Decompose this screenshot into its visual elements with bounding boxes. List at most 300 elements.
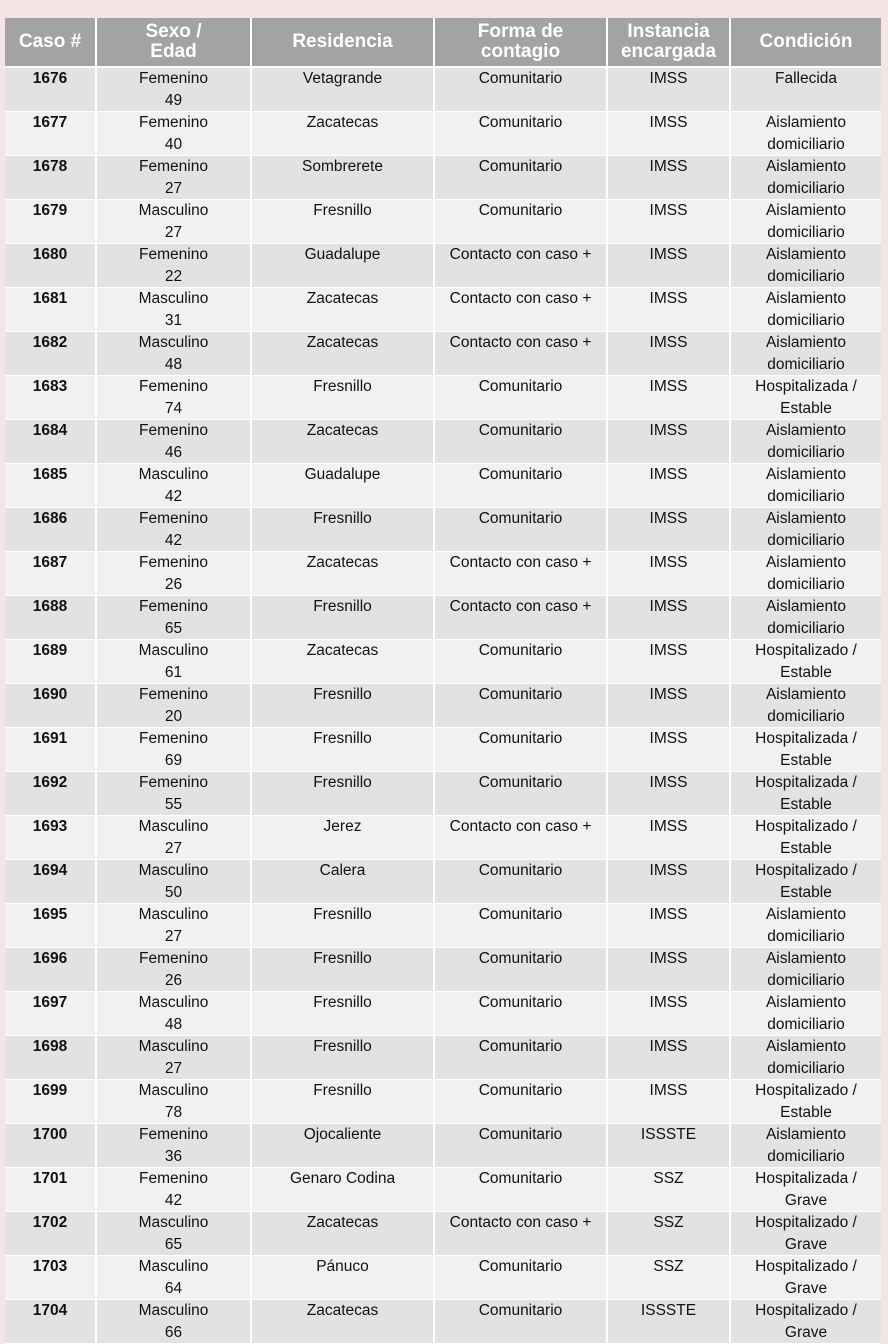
condition-cell-text: Hospitalizado /: [755, 1082, 857, 1099]
residence-cell-text: Zacatecas: [306, 554, 379, 571]
condition-cell-text: domiciliario: [767, 487, 845, 505]
residence-cell-text: Fresnillo: [313, 906, 372, 923]
institution-cell-text: IMSS: [649, 70, 688, 87]
institution-cell-text: IMSS: [649, 114, 688, 131]
sex-age-cell-text: 74: [164, 399, 183, 417]
case-number-cell: [5, 1212, 96, 1256]
sex-age-cell-text: 48: [164, 355, 183, 373]
institution-cell: [607, 420, 730, 464]
case-number-cell: [5, 1168, 96, 1212]
condition-cell-text: Aislamiento: [765, 994, 847, 1011]
institution-cell: [607, 948, 730, 992]
sex-age-cell-text: 27: [164, 927, 183, 945]
header-line: Edad: [150, 41, 197, 62]
contagion-cell: [434, 1124, 607, 1168]
institution-cell: [607, 508, 730, 552]
table-row: [5, 1256, 881, 1300]
contagion-cell-text: Comunitario: [478, 862, 563, 879]
institution-cell: [607, 904, 730, 948]
contagion-cell-text: Comunitario: [478, 114, 563, 131]
table-row: [5, 156, 881, 200]
header-instancia: [607, 18, 730, 67]
condition-cell: [730, 244, 881, 288]
condition-cell-text: domiciliario: [767, 443, 845, 461]
residence-cell: [251, 332, 434, 376]
contagion-cell: [434, 772, 607, 816]
header-line: Forma de: [477, 21, 564, 42]
condition-cell: [730, 684, 881, 728]
residence-cell: [251, 860, 434, 904]
case-number-cell: [5, 464, 96, 508]
sex-age-cell-text: 20: [164, 707, 183, 725]
institution-cell-text: IMSS: [649, 774, 688, 791]
contagion-cell: [434, 332, 607, 376]
institution-cell-text: ISSSTE: [640, 1126, 697, 1143]
case-number-cell-text: 1687: [32, 554, 68, 571]
sex-age-cell-text: Masculino: [138, 642, 209, 659]
condition-cell-text: Hospitalizada /: [755, 730, 857, 747]
sex-age-cell-text: Femenino: [139, 950, 208, 967]
sex-age-cell-text: 49: [164, 91, 183, 109]
table-row: [5, 684, 881, 728]
institution-cell: [607, 464, 730, 508]
institution-cell-text: IMSS: [649, 334, 688, 351]
condition-cell-text: Grave: [784, 1191, 828, 1209]
sex-age-cell-text: 27: [164, 223, 183, 241]
condition-cell: [730, 1124, 881, 1168]
contagion-cell-text: Contacto con caso +: [449, 598, 592, 615]
condition-cell-text: Hospitalizada /: [755, 774, 857, 791]
case-number-cell-text: 1695: [32, 906, 68, 923]
institution-cell: [607, 816, 730, 860]
table-row: [5, 1036, 881, 1080]
contagion-cell: [434, 288, 607, 332]
contagion-cell: [434, 596, 607, 640]
case-number-cell: [5, 816, 96, 860]
table-row: [5, 1168, 881, 1212]
sex-age-cell-text: Femenino: [139, 422, 208, 439]
institution-cell-text: IMSS: [649, 862, 688, 879]
institution-cell: [607, 684, 730, 728]
residence-cell-text: Zacatecas: [306, 422, 379, 439]
sex-age-cell-text: Masculino: [138, 906, 209, 923]
condition-cell: [730, 67, 881, 112]
case-number-cell: [5, 640, 96, 684]
condition-cell-text: domiciliario: [767, 267, 845, 285]
sex-age-cell-text: Masculino: [138, 334, 209, 351]
institution-cell-text: IMSS: [649, 950, 688, 967]
contagion-cell-text: Comunitario: [478, 158, 563, 175]
contagion-cell: [434, 376, 607, 420]
header-line: contagio: [480, 41, 561, 62]
sex-age-cell-text: 22: [164, 267, 183, 285]
case-number-cell-text: 1678: [32, 158, 68, 175]
sex-age-cell-text: Femenino: [139, 246, 208, 263]
condition-cell-text: domiciliario: [767, 1059, 845, 1077]
condition-cell: [730, 332, 881, 376]
condition-cell-text: domiciliario: [767, 179, 845, 197]
sex-age-cell: [96, 156, 251, 200]
sex-age-cell-text: Femenino: [139, 158, 208, 175]
case-number-cell: [5, 552, 96, 596]
case-number-cell-text: 1690: [32, 686, 68, 703]
condition-cell: [730, 464, 881, 508]
institution-cell-text: IMSS: [649, 554, 688, 571]
contagion-cell-text: Comunitario: [478, 202, 563, 219]
institution-cell-text: IMSS: [649, 730, 688, 747]
header-sexo-edad: [96, 18, 251, 67]
condition-cell-text: Aislamiento: [765, 334, 847, 351]
contagion-cell-text: Comunitario: [478, 378, 563, 395]
condition-cell: [730, 948, 881, 992]
condition-cell: [730, 816, 881, 860]
condition-cell: [730, 904, 881, 948]
case-number-cell-text: 1689: [32, 642, 68, 659]
case-number-cell-text: 1683: [32, 378, 68, 395]
institution-cell-text: IMSS: [649, 598, 688, 615]
condition-cell-text: domiciliario: [767, 619, 845, 637]
case-number-cell-text: 1694: [32, 862, 68, 879]
header-line: Residencia: [292, 31, 393, 52]
residence-cell: [251, 1212, 434, 1256]
contagion-cell-text: Comunitario: [478, 730, 563, 747]
sex-age-cell: [96, 508, 251, 552]
contagion-cell-text: Comunitario: [478, 1302, 563, 1319]
table-row: [5, 376, 881, 420]
case-number-cell-text: 1698: [32, 1038, 68, 1055]
sex-age-cell: [96, 860, 251, 904]
residence-cell: [251, 67, 434, 112]
sex-age-cell-text: 66: [164, 1323, 183, 1341]
header-row: [5, 18, 881, 67]
residence-cell: [251, 420, 434, 464]
institution-cell: [607, 332, 730, 376]
sex-age-cell-text: 61: [164, 663, 183, 681]
sex-age-cell-text: Femenino: [139, 378, 208, 395]
contagion-cell: [434, 508, 607, 552]
residence-cell-text: Jerez: [323, 818, 362, 835]
residence-cell-text: Fresnillo: [313, 686, 372, 703]
condition-cell-text: Hospitalizado /: [755, 1214, 857, 1231]
institution-cell: [607, 156, 730, 200]
condition-cell: [730, 728, 881, 772]
table-row: [5, 640, 881, 684]
case-number-cell: [5, 332, 96, 376]
institution-cell-text: IMSS: [649, 994, 688, 1011]
residence-cell: [251, 904, 434, 948]
table-row: [5, 508, 881, 552]
header-forma-contagio: [434, 18, 607, 67]
condition-cell-text: Aislamiento: [765, 290, 847, 307]
condition-cell: [730, 156, 881, 200]
case-number-cell-text: 1692: [32, 774, 68, 791]
condition-cell-text: Grave: [784, 1279, 828, 1297]
sex-age-cell-text: 46: [164, 443, 183, 461]
contagion-cell: [434, 816, 607, 860]
condition-cell-text: Aislamiento: [765, 114, 847, 131]
condition-cell-text: Hospitalizado /: [755, 1258, 857, 1275]
table-row: [5, 948, 881, 992]
table-row: [5, 67, 881, 112]
case-number-cell: [5, 376, 96, 420]
residence-cell-text: Fresnillo: [313, 378, 372, 395]
condition-cell: [730, 1212, 881, 1256]
institution-cell: [607, 67, 730, 112]
condition-cell-text: Aislamiento: [765, 950, 847, 967]
residence-cell: [251, 1300, 434, 1344]
institution-cell: [607, 1300, 730, 1344]
table-row: [5, 112, 881, 156]
institution-cell: [607, 1256, 730, 1300]
sex-age-cell-text: 78: [164, 1103, 183, 1121]
condition-cell: [730, 200, 881, 244]
residence-cell: [251, 376, 434, 420]
condition-cell-text: domiciliario: [767, 531, 845, 549]
case-number-cell: [5, 1080, 96, 1124]
residence-cell: [251, 728, 434, 772]
contagion-cell-text: Contacto con caso +: [449, 554, 592, 571]
residence-cell: [251, 552, 434, 596]
condition-cell-text: Hospitalizada /: [755, 1170, 857, 1187]
condition-cell-text: domiciliario: [767, 927, 845, 945]
case-number-cell: [5, 288, 96, 332]
table-row: [5, 332, 881, 376]
case-number-cell: [5, 508, 96, 552]
sex-age-cell: [96, 67, 251, 112]
sex-age-cell-text: 36: [164, 1147, 183, 1165]
case-number-cell: [5, 244, 96, 288]
sex-age-cell-text: Femenino: [139, 1126, 208, 1143]
residence-cell: [251, 1124, 434, 1168]
sex-age-cell: [96, 1080, 251, 1124]
condition-cell-text: Aislamiento: [765, 1038, 847, 1055]
condition-cell-text: Grave: [784, 1323, 828, 1341]
case-number-cell-text: 1676: [32, 70, 68, 87]
sex-age-cell-text: 42: [164, 531, 183, 549]
table-row: [5, 1124, 881, 1168]
case-number-cell-text: 1682: [32, 334, 68, 351]
residence-cell-text: Zacatecas: [306, 114, 379, 131]
sex-age-cell: [96, 376, 251, 420]
condition-cell-text: Aislamiento: [765, 510, 847, 527]
sex-age-cell: [96, 552, 251, 596]
institution-cell: [607, 244, 730, 288]
case-number-cell-text: 1691: [32, 730, 68, 747]
condition-cell-text: domiciliario: [767, 311, 845, 329]
sex-age-cell-text: 26: [164, 575, 183, 593]
sex-age-cell-text: Masculino: [138, 1258, 209, 1275]
case-number-cell-text: 1696: [32, 950, 68, 967]
condition-cell: [730, 552, 881, 596]
residence-cell: [251, 244, 434, 288]
condition-cell-text: Aislamiento: [765, 202, 847, 219]
case-number-cell: [5, 1256, 96, 1300]
sex-age-cell: [96, 948, 251, 992]
contagion-cell: [434, 640, 607, 684]
header-condicion: [730, 18, 881, 67]
residence-cell: [251, 992, 434, 1036]
sex-age-cell: [96, 992, 251, 1036]
condition-cell: [730, 860, 881, 904]
table-row: [5, 420, 881, 464]
contagion-cell: [434, 992, 607, 1036]
residence-cell-text: Zacatecas: [306, 334, 379, 351]
table-row: [5, 464, 881, 508]
sex-age-cell-text: Femenino: [139, 70, 208, 87]
table-row: [5, 1212, 881, 1256]
contagion-cell: [434, 1256, 607, 1300]
covid-cases-table: [5, 18, 881, 1344]
condition-cell-text: domiciliario: [767, 707, 845, 725]
contagion-cell: [434, 1080, 607, 1124]
residence-cell-text: Genaro Codina: [289, 1170, 396, 1187]
sex-age-cell: [96, 244, 251, 288]
contagion-cell-text: Comunitario: [478, 642, 563, 659]
sex-age-cell-text: 65: [164, 619, 183, 637]
condition-cell-text: Hospitalizado /: [755, 862, 857, 879]
sex-age-cell-text: 31: [164, 311, 183, 329]
sex-age-cell-text: 27: [164, 839, 183, 857]
contagion-cell: [434, 156, 607, 200]
case-number-cell-text: 1697: [32, 994, 68, 1011]
sex-age-cell-text: Femenino: [139, 598, 208, 615]
contagion-cell-text: Comunitario: [478, 906, 563, 923]
condition-cell: [730, 1256, 881, 1300]
condition-cell-text: domiciliario: [767, 575, 845, 593]
table-row: [5, 552, 881, 596]
condition-cell: [730, 1168, 881, 1212]
institution-cell: [607, 1212, 730, 1256]
institution-cell: [607, 860, 730, 904]
institution-cell: [607, 1168, 730, 1212]
institution-cell-text: IMSS: [649, 686, 688, 703]
condition-cell-text: Hospitalizada /: [755, 378, 857, 395]
condition-cell: [730, 376, 881, 420]
residence-cell-text: Zacatecas: [306, 290, 379, 307]
case-number-cell-text: 1688: [32, 598, 68, 615]
institution-cell-text: IMSS: [649, 510, 688, 527]
case-number-cell: [5, 596, 96, 640]
sex-age-cell: [96, 1124, 251, 1168]
table-row: [5, 816, 881, 860]
institution-cell: [607, 1036, 730, 1080]
residence-cell: [251, 200, 434, 244]
residence-cell: [251, 508, 434, 552]
institution-cell-text: IMSS: [649, 818, 688, 835]
case-number-cell: [5, 67, 96, 112]
case-number-cell-text: 1702: [32, 1214, 68, 1231]
sex-age-cell-text: Masculino: [138, 290, 209, 307]
institution-cell-text: IMSS: [649, 466, 688, 483]
sex-age-cell-text: 42: [164, 1191, 183, 1209]
sex-age-cell-text: Femenino: [139, 686, 208, 703]
residence-cell: [251, 816, 434, 860]
table-row: [5, 1300, 881, 1344]
institution-cell-text: ISSSTE: [640, 1302, 697, 1319]
contagion-cell: [434, 684, 607, 728]
sex-age-cell: [96, 1212, 251, 1256]
sex-age-cell-text: Femenino: [139, 730, 208, 747]
condition-cell-text: Estable: [780, 751, 832, 769]
sex-age-cell: [96, 596, 251, 640]
sex-age-cell-text: Femenino: [139, 114, 208, 131]
condition-cell-text: Aislamiento: [765, 466, 847, 483]
contagion-cell-text: Comunitario: [478, 422, 563, 439]
residence-cell: [251, 1256, 434, 1300]
header-line: Sexo /: [145, 21, 202, 42]
contagion-cell-text: Comunitario: [478, 1126, 563, 1143]
institution-cell-text: IMSS: [649, 642, 688, 659]
residence-cell-text: Pánuco: [316, 1258, 369, 1275]
case-number-cell: [5, 1300, 96, 1344]
case-number-cell-text: 1681: [32, 290, 68, 307]
header-line: Caso #: [18, 31, 82, 52]
institution-cell-text: IMSS: [649, 1082, 688, 1099]
residence-cell-text: Fresnillo: [313, 598, 372, 615]
residence-cell: [251, 772, 434, 816]
institution-cell-text: IMSS: [649, 378, 688, 395]
contagion-cell: [434, 948, 607, 992]
table-row: [5, 200, 881, 244]
sex-age-cell-text: Masculino: [138, 1038, 209, 1055]
contagion-cell-text: Contacto con caso +: [449, 334, 592, 351]
contagion-cell: [434, 1168, 607, 1212]
case-number-cell: [5, 156, 96, 200]
sex-age-cell-text: 48: [164, 1015, 183, 1033]
institution-cell-text: IMSS: [649, 290, 688, 307]
condition-cell-text: Estable: [780, 399, 832, 417]
contagion-cell-text: Comunitario: [478, 1082, 563, 1099]
table-row: [5, 992, 881, 1036]
contagion-cell-text: Comunitario: [478, 774, 563, 791]
residence-cell-text: Fresnillo: [313, 202, 372, 219]
condition-cell: [730, 640, 881, 684]
table-row: [5, 860, 881, 904]
condition-cell: [730, 1036, 881, 1080]
table-row: [5, 904, 881, 948]
condition-cell-text: Grave: [784, 1235, 828, 1253]
case-number-cell: [5, 904, 96, 948]
sex-age-cell: [96, 112, 251, 156]
case-number-cell: [5, 728, 96, 772]
institution-cell-text: IMSS: [649, 246, 688, 263]
case-number-cell: [5, 860, 96, 904]
condition-cell-text: Aislamiento: [765, 158, 847, 175]
header-line: Instancia: [627, 21, 710, 42]
sex-age-cell: [96, 464, 251, 508]
contagion-cell: [434, 464, 607, 508]
residence-cell: [251, 156, 434, 200]
contagion-cell: [434, 112, 607, 156]
condition-cell-text: Aislamiento: [765, 554, 847, 571]
condition-cell: [730, 772, 881, 816]
contagion-cell-text: Comunitario: [478, 1170, 563, 1187]
institution-cell: [607, 640, 730, 684]
sex-age-cell: [96, 200, 251, 244]
contagion-cell-text: Contacto con caso +: [449, 290, 592, 307]
sex-age-cell-text: Masculino: [138, 1082, 209, 1099]
contagion-cell-text: Comunitario: [478, 1258, 563, 1275]
sex-age-cell-text: 69: [164, 751, 183, 769]
condition-cell-text: domiciliario: [767, 1015, 845, 1033]
header-line: encargada: [620, 41, 717, 62]
table-header: [5, 18, 881, 67]
sex-age-cell: [96, 816, 251, 860]
residence-cell-text: Calera: [319, 862, 366, 879]
condition-cell-text: Aislamiento: [765, 422, 847, 439]
institution-cell: [607, 596, 730, 640]
sex-age-cell: [96, 420, 251, 464]
